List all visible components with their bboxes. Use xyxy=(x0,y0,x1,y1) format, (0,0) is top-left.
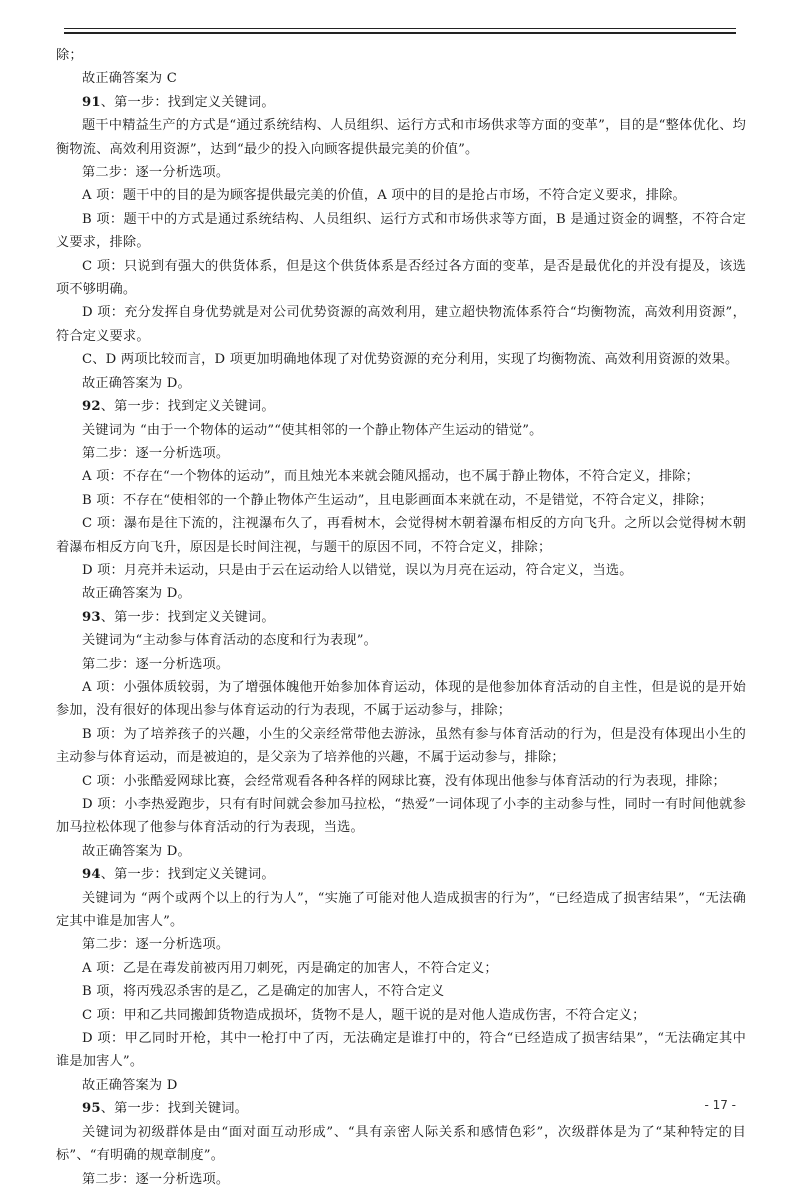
paragraph xyxy=(56,512,746,559)
document-body xyxy=(56,44,746,1191)
paragraph xyxy=(56,676,746,723)
paragraph xyxy=(56,1004,746,1027)
paragraph-text: 题干中精益生产的方式是“通过系统结构、人员组织、运行方式和市场供求等方面的变革”，目的是“整体优化、均衡物流、高效利用资源”，达到“最少的投入向顾客提供最完美的价值”。 xyxy=(56,118,746,157)
paragraph xyxy=(56,559,746,582)
paragraph-text: 、第一步：找到定义关键词。 xyxy=(100,609,275,625)
paragraph-text: C、D 两项比较而言，D 项更加明确地体现了对优势资源的充分利用，实现了均衡物流、高效利用资源的效果。 xyxy=(82,352,739,368)
question-heading xyxy=(56,863,746,886)
paragraph xyxy=(56,957,746,980)
paragraph-text: 关键词为 “由于一个物体的运动”“使其相邻的一个静止物体产生运动的错觉”。 xyxy=(82,422,543,438)
paragraph-text: A 项：乙是在毒发前被丙用刀刺死，丙是确定的加害人，不符合定义； xyxy=(82,960,498,976)
paragraph-text: B 项：题干中的方式是通过系统结构、人员组织、运行方式和市场供求等方面，B 是通过资金的调整，不符合定义要求，排除。 xyxy=(56,211,746,251)
question-number: 91 xyxy=(82,94,101,110)
paragraph-text: 、第一步：找到定义关键词。 xyxy=(100,399,275,415)
paragraph xyxy=(56,1027,746,1074)
paragraph-text: 第二步：逐一分析选项。 xyxy=(82,445,230,461)
paragraph xyxy=(56,184,746,207)
paragraph-text: 除； xyxy=(56,48,83,63)
paragraph xyxy=(56,653,746,676)
paragraph xyxy=(56,723,746,770)
paragraph-text: 、第一步：找到关键词。 xyxy=(100,1101,249,1117)
paragraph xyxy=(56,442,746,465)
paragraph-text: A 项：不存在“一个物体的运动”，而且烛光本来就会随风摇动，也不属于静止物体，不符合定义，排除； xyxy=(82,469,700,485)
paragraph xyxy=(56,419,746,442)
paragraph xyxy=(56,793,746,840)
paragraph-text: 故正确答案为 D。 xyxy=(82,375,191,391)
paragraph xyxy=(56,1168,746,1191)
paragraph-text: 关键词为 “两个或两个以上的行为人”，“实施了可能对他人造成损害的行为”，“已经造成了损害结果”，“无法确定其中谁是加害人”。 xyxy=(56,890,746,930)
paragraph-text: 第二步：逐一分析选项。 xyxy=(82,656,230,672)
paragraph-text: C 项：小张酷爱网球比赛，会经常观看各种各样的网球比赛，没有体现出他参与体育活动的行为表现，排除； xyxy=(82,773,726,789)
paragraph-text: 故正确答案为 D xyxy=(82,1077,178,1093)
paragraph-text: C 项：瀑布是往下流的，注视瀑布久了，再看树木，会觉得树木朝着瀑布相反的方向飞升。之所以会觉得树木朝着瀑布相反方向飞升，原因是长时间注视，与题干的原因不同，不符合定义，排除； xyxy=(56,516,746,555)
paragraph-text: C 项：甲和乙共同搬卸货物造成损坏，货物不是人，题干说的是对他人造成伤害，不符合定义； xyxy=(82,1007,646,1023)
paragraph-text: 、第一步：找到定义关键词。 xyxy=(100,867,275,883)
paragraph-text: 故正确答案为 C xyxy=(82,71,178,87)
paragraph xyxy=(56,348,746,371)
question-number: 95 xyxy=(82,1101,101,1117)
paragraph xyxy=(56,67,746,90)
paragraph-text: 故正确答案为 D。 xyxy=(82,843,191,859)
paragraph-text: 、第一步：找到定义关键词。 xyxy=(100,94,275,110)
page-number: - 17 - xyxy=(704,1098,736,1112)
paragraph-text: B 项：为了培养孩子的兴趣，小生的父亲经常带他去游泳，虽然有参与体育活动的行为，但是没有体现出小生的主动参与体育运动，而是被迫的，是父亲为了培养他的兴趣，不属于运动参与，排除； xyxy=(56,726,746,766)
paragraph xyxy=(56,255,746,302)
paragraph xyxy=(56,161,746,184)
question-number: 93 xyxy=(82,609,101,625)
header-rule-top xyxy=(64,28,736,29)
paragraph xyxy=(56,629,746,652)
paragraph-text: D 项：小李热爱跑步，只有有时间就会参加马拉松，“热爱”一词体现了小李的主动参与性，同时一有时间他就参加马拉松体现了他参与体育活动的行为表现，当选。 xyxy=(56,797,746,836)
question-heading xyxy=(56,606,746,629)
paragraph xyxy=(56,582,746,605)
paragraph xyxy=(56,372,746,395)
paragraph xyxy=(56,887,746,934)
paragraph-text: 关键词为“主动参与体育活动的态度和行为表现”。 xyxy=(82,633,378,649)
paragraph-text: B 项：不存在“使相邻的一个静止物体产生运动”，且电影画面本来就在动，不是错觉，不符合定义，排除； xyxy=(82,492,713,508)
paragraph-text: 故正确答案为 D。 xyxy=(82,586,191,602)
paragraph xyxy=(56,208,746,255)
paragraph xyxy=(56,465,746,488)
paragraph-text: 第二步：逐一分析选项。 xyxy=(82,1171,230,1187)
paragraph xyxy=(56,1121,746,1168)
question-heading xyxy=(56,1097,746,1120)
header-rule-bottom xyxy=(64,32,736,34)
paragraph-text: 第二步：逐一分析选项。 xyxy=(82,165,230,181)
paragraph xyxy=(56,770,746,793)
paragraph xyxy=(56,114,746,161)
paragraph-text: A 项：小强体质较弱，为了增强体魄他开始参加体育运动，体现的是他参加体育活动的自主性，但是说的是开始参加，没有很好的体现出参与体育运动的行为表现，不属于运动参与，排除； xyxy=(56,679,746,719)
question-number: 92 xyxy=(82,399,101,415)
paragraph xyxy=(56,933,746,956)
paragraph xyxy=(56,980,746,1003)
paragraph xyxy=(56,301,746,348)
paragraph xyxy=(56,1074,746,1097)
paragraph xyxy=(56,44,746,67)
question-heading xyxy=(56,91,746,114)
paragraph-text: D 项：月亮并未运动，只是由于云在运动给人以错觉，误以为月亮在运动，符合定义，当选。 xyxy=(82,562,633,578)
paragraph-text: D 项：甲乙同时开枪，其中一枪打中了丙，无法确定是谁打中的，符合“已经造成了损害结果”，“无法确定其中谁是加害人”。 xyxy=(56,1031,746,1070)
paragraph-text: D 项：充分发挥自身优势就是对公司优势资源的高效利用，建立超快物流体系符合“均衡物流，高效利用资源”，符合定义要求。 xyxy=(56,305,746,344)
paragraph xyxy=(56,489,746,512)
paragraph xyxy=(56,840,746,863)
paragraph-text: A 项：题干中的目的是为顾客提供最完美的价值，A 项中的目的是抢占市场，不符合定义要求，排除。 xyxy=(82,188,686,204)
paragraph-text: C 项：只说到有强大的供货体系，但是这个供货体系是否经过各方面的变革，是否是最优化的并没有提及，该选项不够明确。 xyxy=(56,258,746,298)
paragraph-text: B 项，将丙残忍杀害的是乙，乙是确定的加害人，不符合定义 xyxy=(82,984,445,1000)
question-heading xyxy=(56,395,746,418)
paragraph-text: 关键词为初级群体是由“面对面互动形成”、“具有亲密人际关系和感情色彩”，次级群体是为了“某种特定的目标”、“有明确的规章制度”。 xyxy=(56,1124,746,1164)
question-number: 94 xyxy=(82,867,101,883)
paragraph-text: 第二步：逐一分析选项。 xyxy=(82,937,230,953)
